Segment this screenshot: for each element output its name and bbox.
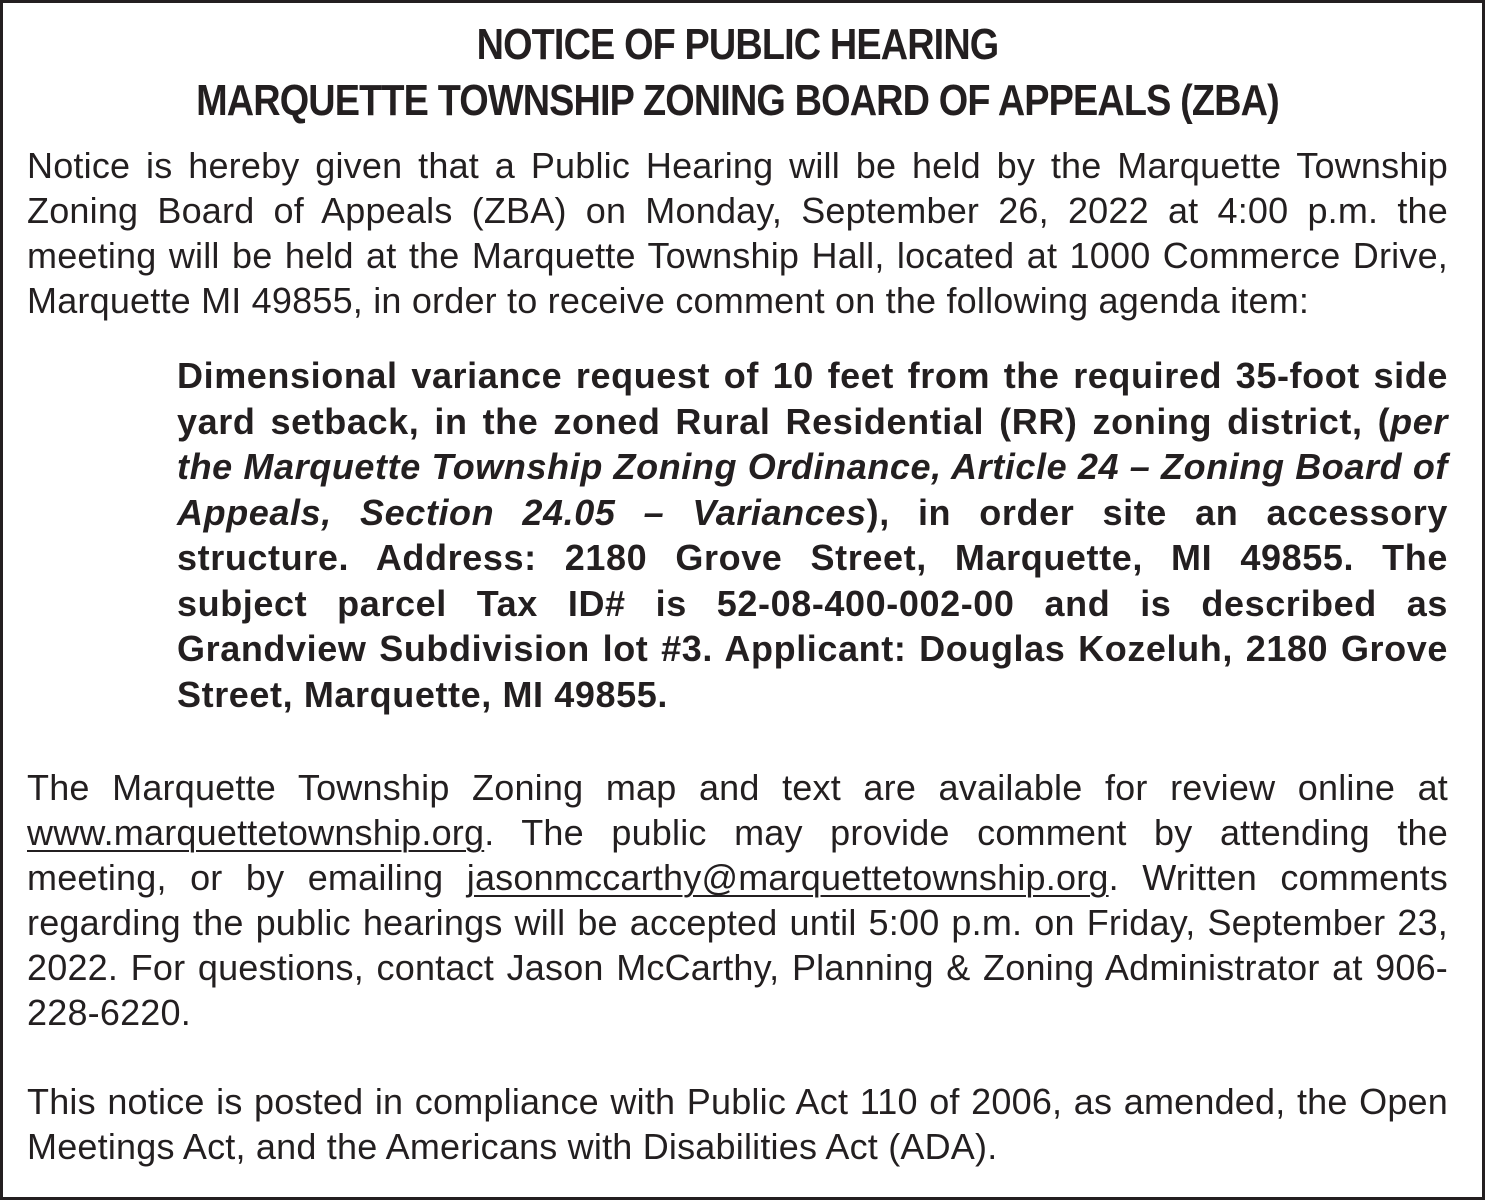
agenda-item (177, 353, 1448, 717)
ordinance-reference: per the Marquette Township Zoning Ordinance, Article 24 – Zoning Board of Appeals, Section 24.05 – Variances (177, 400, 1448, 533)
title-line-1: NOTICE OF PUBLIC HEARING (476, 20, 999, 69)
agenda-text-end: ), in order site an accessory structure. Address: 2180 Grove Street, Marquette, MI 49855. The subject parcel Tax ID# is 52-08-400-002-00 and is described as Grandview Subdivision lot #3. Applicant: Douglas Kozeluh, 2180 Grove Street, Marquette, MI 49855. (177, 491, 1449, 715)
compliance-paragraph: This notice is posted in compliance with Public Act 110 of 2006, as amended, the Open Meetings Act, and the Americans with Disabilities Act (ADA). (27, 1081, 1448, 1167)
intro-paragraph: Notice is hereby given that a Public Hearing will be held by the Marquette Township Zoning Board of Appeals (ZBA) on Monday, September 26, 2022 at 4:00 p.m. the meeting will be held at the Marquette Township Hall, located at 1000 Commerce Drive, Marquette MI 49855, in order to receive comment on the following agenda item: (27, 145, 1448, 321)
notice-title (126, 17, 1348, 129)
review-text-end: . Written comments regarding the public hearings will be accepted until 5:00 p.m. on Friday, September 23, 2022. For questions, contact Jason McCarthy, Planning & Zoning Administrator at 906-228-6220. (27, 857, 1449, 1033)
email-link[interactable]: jasonmccarthy@marquettetownship.org (466, 857, 1109, 898)
agenda-text-start: Dimensional variance request of 10 feet from the required 35-foot side yard setback, in the zoned Rural Residential (RR) zoning district, ( (177, 355, 1448, 442)
website-link[interactable]: www.marquettetownship.org (27, 812, 485, 853)
title-line-2: MARQUETTE TOWNSHIP ZONING BOARD OF APPEALS (ZBA) (196, 76, 1279, 125)
review-text-middle: . The public may provide comment by attending the meeting, or by emailing (27, 812, 1448, 898)
review-paragraph (27, 765, 1448, 1035)
review-text-start: The Marquette Township Zoning map and text are available for review online at (27, 767, 1448, 808)
